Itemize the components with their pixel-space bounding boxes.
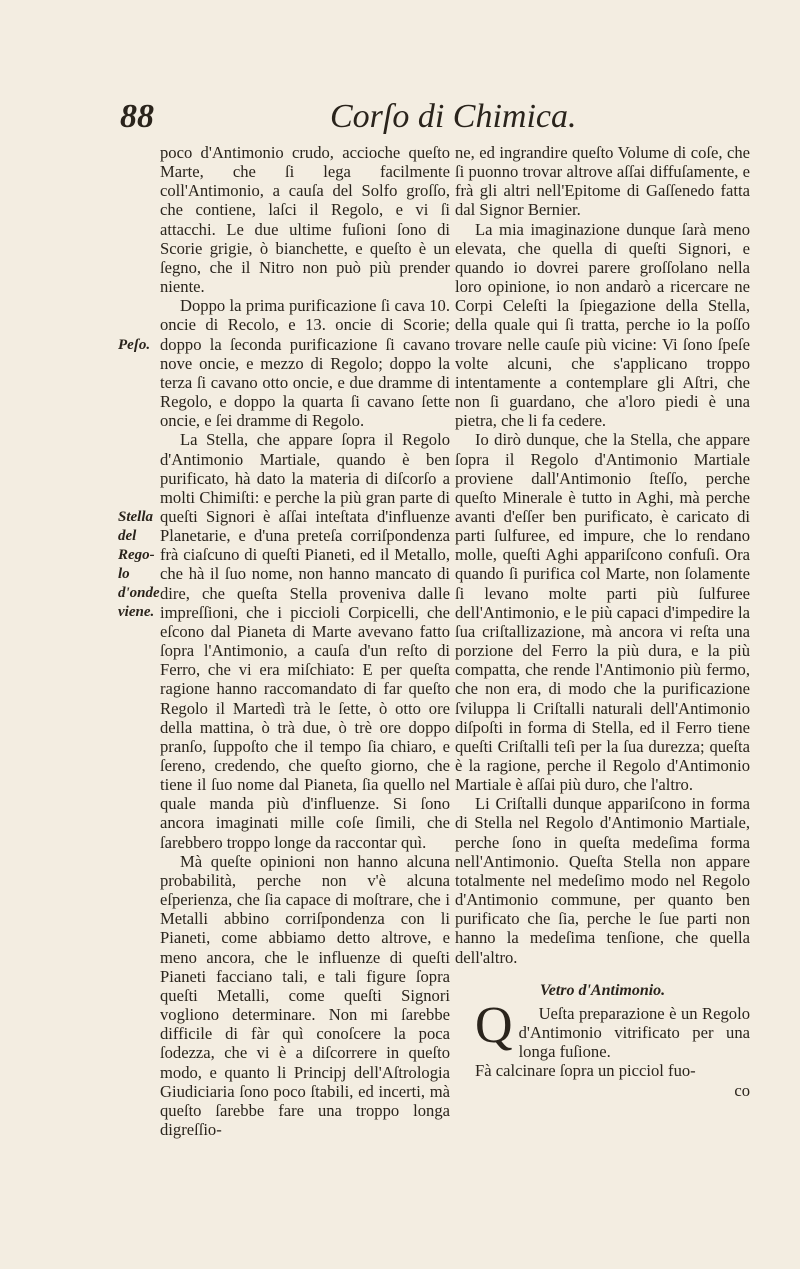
paragraph: Li Criſtalli dunque appariſcono in forma di Stella nel Regolo d'Antimonio Martiale, perche ſono in queſta medeſima forma nell'Antimonio. Queſta Stella non appare totalmente nel medeſimo modo nel Regolo d'Antimonio commune, per quanto ben purificato che ſia, perche le ſue parti non hanno la medeſima tenſione, che quella dell'altro. bbox=[455, 794, 750, 967]
section-title: Vetro d'Antimonio. bbox=[539, 981, 666, 999]
right-column bbox=[455, 143, 750, 1100]
paragraph: ne, ed ingrandire queſto Volume di coſe, che ſi puonno trovar altrove aſſai diffuſamente, e frà gli altri nell'Epitome di Gaſſenedo fatta dal Signor Bernier. bbox=[455, 143, 750, 220]
catchword: co bbox=[734, 1080, 750, 1100]
paragraph: Fà calcinare ſopra un picciol fuo- bbox=[475, 1061, 696, 1081]
margin-note-peso: Peſo. bbox=[118, 337, 151, 353]
running-title: Corſo di Chimica. bbox=[330, 98, 577, 135]
paragraph: poco d'Antimonio crudo, accioche queſto Marte, che ſi lega facilmente coll'Antimonio, a cauſa del Solfo groſſo, che contiene, laſci il Regolo, e vi ſi attacchi. Le due ultime fuſioni ſono di Scorie grigie, ò bianchette, e queſto è un ſegno, che il Nitro non può più prender niente. bbox=[160, 143, 450, 297]
paragraph: Doppo la prima purificazione ſi cava 10. oncie di Recolo, e 13. oncie di Scorie; doppo la ſeconda purificazione ſi cavano nove oncie, e mezzo di Regolo; doppo la terza ſi cavano otto oncie, e due dramme di Regolo, e doppo la quarta ſi cavano ſette oncie, e ſei dramme di Regolo. bbox=[160, 296, 450, 431]
page-number: 88 bbox=[120, 98, 154, 135]
page-header bbox=[120, 98, 720, 144]
paragraph: Mà queſte opinioni non hanno alcuna probabilità, perche non v'è alcuna eſperienza, che ſia capace di moſtrare, che i Metalli abbino corriſpondenza con li Pianeti, come abbiamo detto altrove, e meno ancora, che le influenze di queſti Pianeti facciano tali, e tali figure ſopra queſti Metalli, come queſti Signori vogliono determinare. Non mi ſarebbe difficile di fàr quì conoſcere la poca ſodezza, che vi è a diſcorrere in queſto modo, e quanto li Principj dell'Aſtrologia Giudiciaria ſono poco ſtabili, ed incerti, mà queſto ſarebbe fare una troppo longa digreſſio- bbox=[160, 851, 450, 1139]
margin-note-stella: Stella del Rego-lo d'onde viene. bbox=[118, 509, 160, 620]
drop-cap: Q bbox=[475, 996, 513, 1054]
section-first-paragraph bbox=[455, 996, 750, 1062]
paragraph: La Stella, che appare ſopra il Regolo d'Antimonio Martiale, quando è ben purificato, hà dato la materia di diſcorſo a molti Chimiſti: e perche la più gran parte di queſti Signori è aſſai inteſtata d'influenze Planetarie, e d'una preteſa corriſpondenza frà ciaſcuno di queſti Pianeti, ed il Metallo, che hà il ſuo nome, non hanno mancato di dire, che queſta Stella proveniva dalle impreſſioni, che i piccioli Corpicelli, che eſcono dal Pianeta di Marte avevano fatto ſopra l'Antimonio, a cauſa d'un reſto di Ferro, che vi era miſchiato: E per queſta ragione hanno raccomandato di far queſto Regolo il Martedì trà le ſette, ò otto ore della mattina, ò trà due, ò trè ore doppo pranſo, ſuppoſto che il tempo ſia chiaro, e ſereno, credendo, che queſto giorno, che tiene il ſuo nome dal Pianeta, ſia quello nel quale manda più d'influenze. Si ſono ancora imaginati mille coſe ſimili, che ſarebbero troppo longe da raccontar quì. bbox=[160, 430, 450, 852]
paragraph: La mia imaginazione dunque ſarà meno elevata, che quella di queſti Signori, e quando io dovrei parere groſſolano nella loro opinione, io non andarò a ricercare ne Corpi Celeſti la ſpiegazione della Stella, della quale qui ſi tratta, perche io la poſſo trovare nelle cauſe più vicine: Vi ſono ſpeſe volte alcuni, che s'applicano troppo intentamente a contemplare gli Aſtri, che non ſi guardano, che a'loro piedi è una pietra, che li fa cedere. bbox=[455, 219, 750, 431]
paragraph: Io dirò dunque, che la Stella, che appare ſopra il Regolo d'Antimonio Martiale proviene dall'Antimonio ſteſſo, perche queſto Minerale è tutto in Aghi, mà perche avanti d'eſſer ben purificato, è caricato di parti ſulfuree, ed impure, che lo rendano molle, queſti Aghi appariſcono confuſi. Ora quando ſi purifica col Marte, non ſolamente ſi levano molte parti più ſulfuree dell'Antimonio, e le più capaci d'impedire la ſua criſtallizazione, mà ancora vi reſta una porzione del Ferro la più dura, e la più compatta, che rende l'Antimonio più fermo, che non era, di modo che la purificazione ſviluppa li Criſtalli naturali dell'Antimonio diſpoſti in forma di Stella, ed il Ferro tiene queſti Criſtalli teſi per la ſua durezza; queſta è la ragione, perche il Regolo d'Antimonio Martiale è aſſai più duro, che l'altro. bbox=[455, 430, 750, 795]
left-column bbox=[160, 143, 450, 1139]
section-text: Ueſta preparazione è un Regolo d'Antimonio vitrificato per una longa fuſione. bbox=[518, 1003, 750, 1062]
